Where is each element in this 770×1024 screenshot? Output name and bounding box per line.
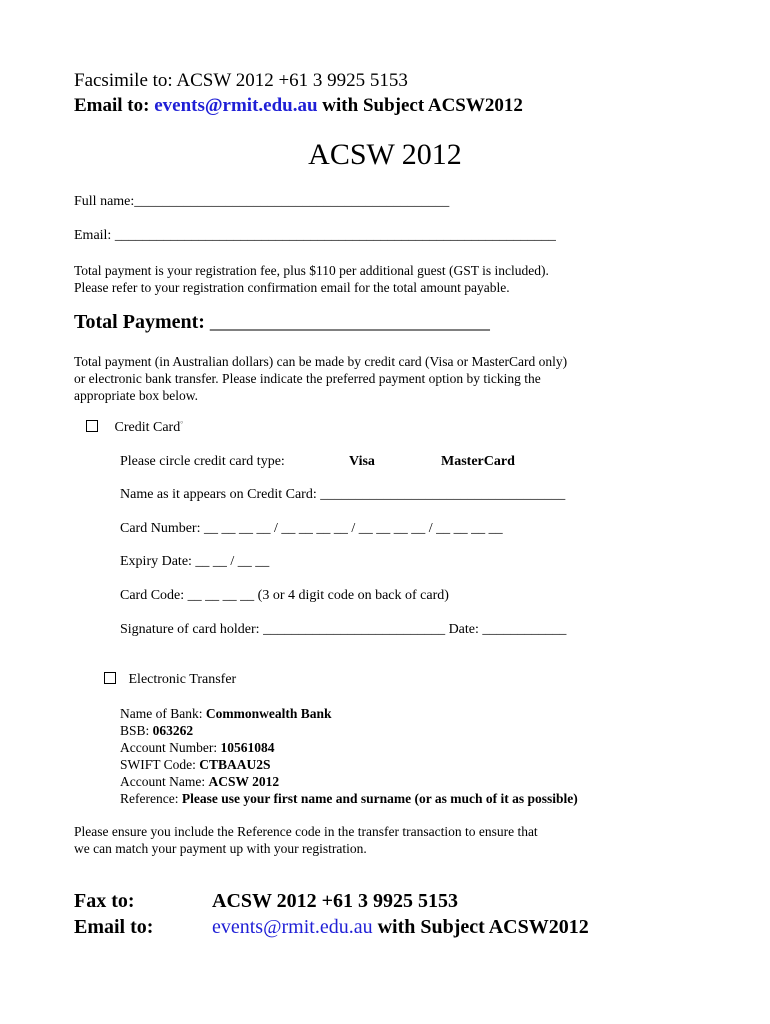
- full-name-field[interactable]: Full name:_____________________________________________: [74, 194, 450, 209]
- credit-card-mark: °: [180, 420, 184, 428]
- footer-email: [212, 916, 589, 939]
- payment-info: [74, 353, 567, 404]
- footer-email-link[interactable]: events@rmit.edu.au: [212, 916, 373, 938]
- bank-details: [120, 705, 578, 807]
- ensure-line: we can match your payment up with your registration.: [74, 841, 367, 856]
- ensure-note: [74, 823, 538, 857]
- ensure-line: Please ensure you include the Reference code in the transfer transaction to ensure that: [74, 824, 538, 839]
- account-name-label: Account Name:: [120, 774, 209, 789]
- payment-info-line: appropriate box below.: [74, 388, 198, 403]
- payment-info-line: or electronic bank transfer. Please indicate the preferred payment option by ticking the: [74, 371, 541, 386]
- swift-label: SWIFT Code:: [120, 757, 200, 772]
- bank-name-row: [120, 705, 578, 722]
- credit-card-checkbox[interactable]: [86, 420, 98, 432]
- card-number-field[interactable]: Card Number: __ __ __ __ / __ __ __ __ / __ __ __ __ / __ __ __ __: [120, 521, 503, 536]
- fax-header: [74, 70, 408, 92]
- expiry-date-field[interactable]: Expiry Date: __ __ / __ __: [120, 554, 270, 569]
- registration-note: [74, 262, 549, 296]
- electronic-transfer-label: Electronic Transfer: [128, 672, 237, 687]
- bsb-row: [120, 722, 578, 739]
- credit-card-option[interactable]: [86, 420, 183, 436]
- electronic-transfer-option[interactable]: [104, 672, 236, 688]
- account-number-label: Account Number:: [120, 740, 221, 755]
- email-header-link[interactable]: events@rmit.edu.au: [154, 95, 318, 116]
- reference-value: Please use your first name and surname (or as much of it as possible): [181, 791, 578, 806]
- total-payment-field[interactable]: [74, 311, 490, 334]
- swift-value: CTBAAU2S: [199, 757, 271, 772]
- bsb-label: BSB:: [120, 723, 153, 738]
- email-field[interactable]: Email: _______________________________________________________________: [74, 228, 556, 243]
- footer-fax-label: Fax to:: [74, 890, 135, 912]
- card-code-field[interactable]: Card Code: __ __ __ __ (3 or 4 digit code on back of card): [120, 588, 449, 603]
- card-type-mastercard[interactable]: MasterCard: [441, 454, 515, 469]
- email-header-prefix: Email to:: [74, 95, 155, 116]
- reference-row: [120, 790, 578, 807]
- account-number-row: [120, 739, 578, 756]
- note-line: Please refer to your registration confirmation email for the total amount payable.: [74, 280, 510, 295]
- card-type-visa[interactable]: Visa: [349, 454, 375, 469]
- account-name-row: [120, 773, 578, 790]
- page-title: ACSW 2012: [308, 138, 462, 171]
- account-name-value: ACSW 2012: [208, 774, 280, 789]
- total-payment-line: ____________________________: [209, 311, 490, 333]
- fax-header-prefix: Facsimile to:: [74, 70, 177, 91]
- footer-email-suffix: with Subject ACSW2012: [372, 916, 589, 938]
- fax-header-number: ACSW 2012 +61 3 9925 5153: [176, 70, 408, 91]
- email-header-suffix: with Subject ACSW2012: [317, 95, 523, 116]
- bank-name-value: Commonwealth Bank: [205, 706, 332, 721]
- electronic-transfer-checkbox[interactable]: [104, 672, 116, 684]
- bank-name-label: Name of Bank:: [120, 706, 206, 721]
- reference-label: Reference:: [120, 791, 182, 806]
- footer-email-label: Email to:: [74, 916, 154, 938]
- note-line: Total payment is your registration fee, plus $110 per additional guest (GST is included).: [74, 263, 549, 278]
- account-number-value: 10561084: [220, 740, 275, 755]
- footer-fax-value: ACSW 2012 +61 3 9925 5153: [212, 890, 459, 912]
- total-payment-label: Total Payment:: [74, 311, 210, 333]
- card-type-label: Please circle credit card type:: [120, 454, 285, 469]
- swift-row: [120, 756, 578, 773]
- card-name-field[interactable]: Name as it appears on Credit Card: ___________________________________: [120, 487, 566, 502]
- email-header: [74, 95, 523, 117]
- bsb-value: 063262: [152, 723, 194, 738]
- credit-card-label: Credit Card: [114, 420, 181, 435]
- signature-field[interactable]: Signature of card holder: __________________________ Date: ____________: [120, 622, 567, 637]
- payment-info-line: Total payment (in Australian dollars) can be made by credit card (Visa or MasterCard only): [74, 354, 568, 369]
